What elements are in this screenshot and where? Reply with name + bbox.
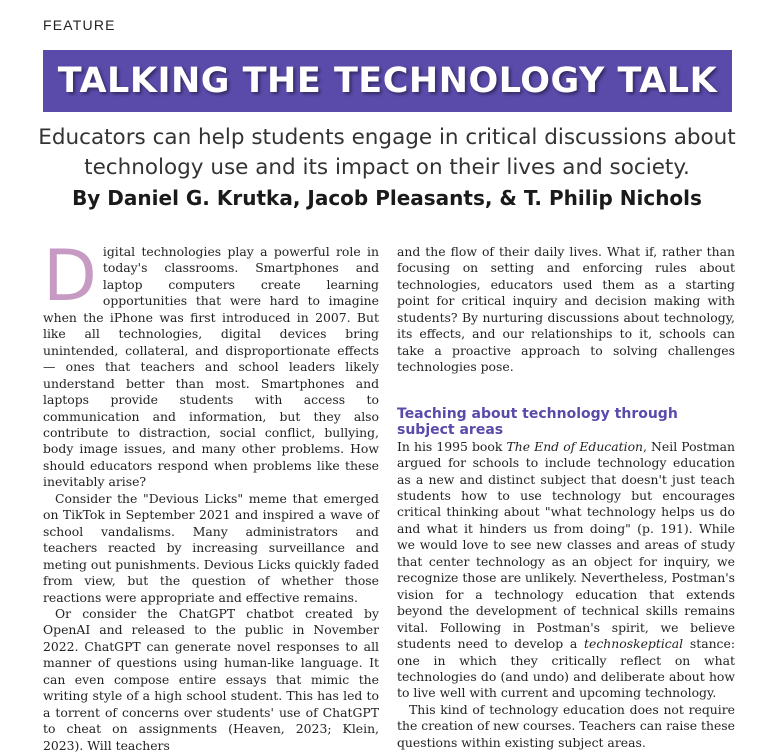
paragraph-text: stance: one in which they critically reflect on what technologies do (and undo) and deliberate about how to live well with current and upcoming technology.	[397, 636, 736, 701]
paragraph: Consider the "Devious Licks" meme that emerged on TikTok in September 2021 and inspired a wave of school vandalisms. Many administrators and teachers reacted by increasing surveillance and meting out punishments. Devious Licks quickly faded from view, but the question of whether those reactions were appropriate and effective remains.	[43, 490, 379, 605]
paragraph-text: , Neil Postman argued for schools to include technology education as a new and distinct subject that doesn't just teach students how to use technology but encourages critical thinking about "what technology helps us do and what it hinders us from doing" (p. 191). While we would love to see new classes and areas of study that center technology as an object for inquiry, we recognize those are unlikely. Nevertheless, Postman's vision for a technology education that extends beyond the development of technical skills remains vital. Following in Postman's spirit, we believe students need to develop a	[397, 438, 736, 652]
paragraph: Or consider the ChatGPT chatbot created by OpenAI and released to the public in November 2022. ChatGPT can generate novel responses to all manner of questions using human-like language. It can even compose entire essays that mimic the writing style of a high school student. This has led to a torrent of concerns over students' use of ChatGPT to cheat on assignments (Heaven, 2023; Klein, 2023). Will teachers	[43, 605, 379, 753]
section-heading: Teaching about technology through subject areas	[397, 405, 678, 438]
paragraph-text: igital technologies play a powerful role in today's classrooms. Smartphones and laptop computers create learning opportunities that were hard to imagine when the iPhone was first introduced in 2007. But like all technologies, digital devices bring unintended, collateral, and disproportionate effects — ones that teachers and school leaders likely understand better than most. Smartphones and laptops provide students with access to communication and information, but they also contribute to distraction, social conflict, bullying, body image issues, and many other problems. How should educators respond when problems like these inevitably arise?	[43, 244, 379, 490]
left-column	[43, 235, 379, 754]
article-subtitle: Educators can help students engage in critical discussions about technology use and its impact on their lives and society.	[38, 125, 736, 180]
title-banner	[43, 50, 732, 112]
author-byline: By Daniel G. Krutka, Jacob Pleasants, & T. Philip Nichols	[72, 186, 702, 210]
paragraph: This kind of technology education does not require the creation of new courses. Teachers can raise these questions within existing subject areas.	[397, 701, 735, 750]
italic-term: technoskeptical	[584, 636, 684, 652]
book-title: The End of Education	[506, 438, 644, 454]
paragraph	[397, 439, 735, 702]
right-column	[397, 244, 735, 751]
section-label: FEATURE	[43, 17, 116, 33]
paragraph-text: In his 1995 book	[397, 438, 507, 454]
paragraph: and the flow of their daily lives. What if, rather than focusing on setting and enforcing rules about technologies, educators used them as a starting point for critical inquiry and decision making with students? By nurturing discussions about technology, its effects, and our relationships to it, schools can take a proactive approach to solving challenges technologies pose.	[397, 244, 735, 375]
article-title: TALKING THE TECHNOLOGY TALK	[57, 61, 718, 101]
paragraph	[43, 235, 379, 491]
drop-cap: D	[43, 235, 97, 317]
